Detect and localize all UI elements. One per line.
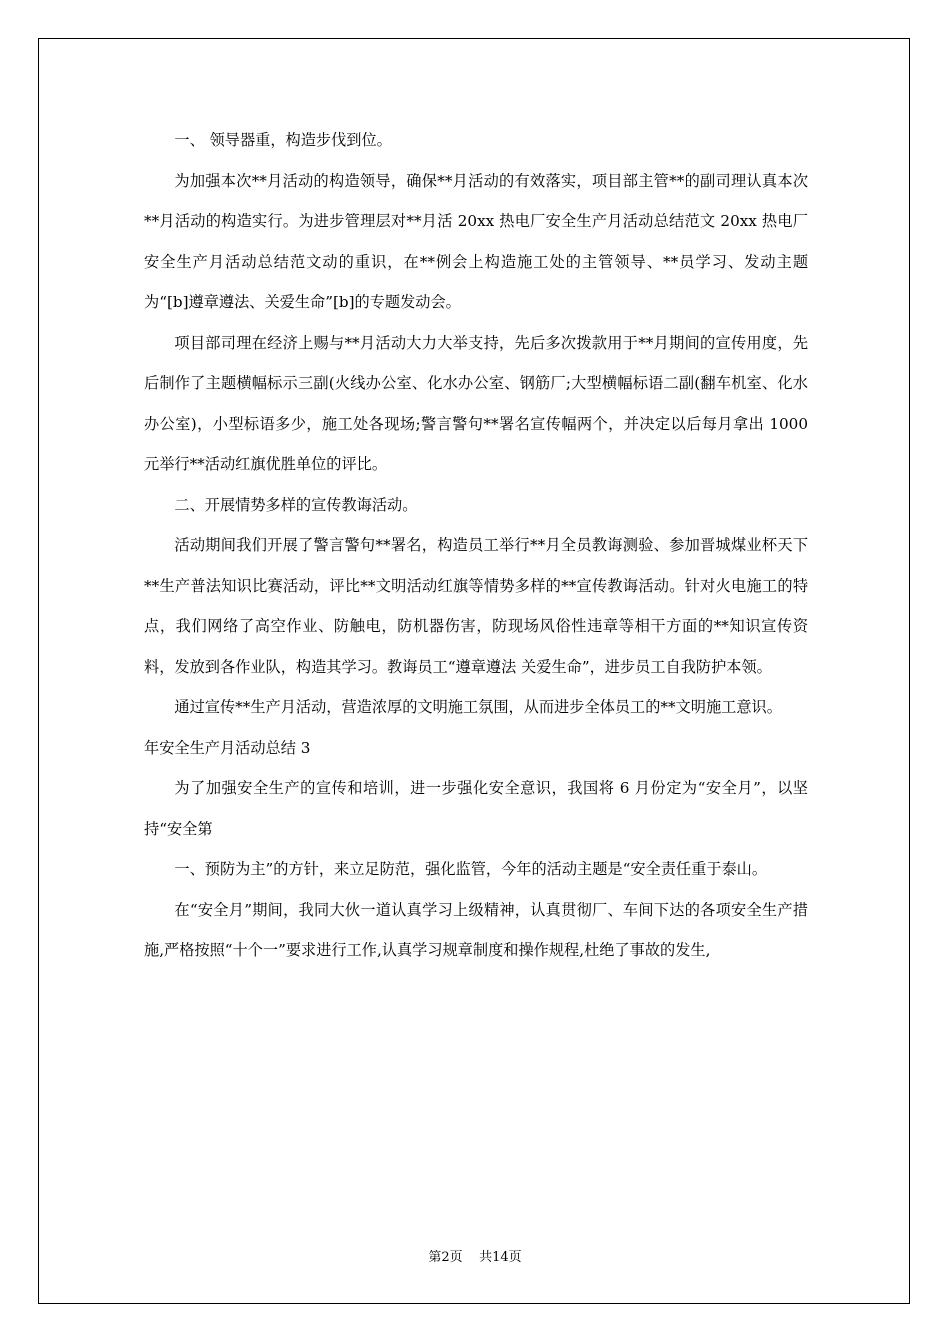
- paragraph-1: 一、 领导器重，构造步伐到位。: [174, 131, 392, 149]
- page-footer: 第2页 共14页: [428, 1250, 522, 1265]
- paragraph-4: 二、开展情势多样的宣传教诲活动。: [174, 495, 418, 514]
- document-body: [144, 120, 808, 971]
- paragraph-6: 通过宣传**生产月活动，营造浓厚的文明施工氛围，从而进步全体员工的**文明施工意识。: [174, 698, 782, 716]
- paragraph-9: 在“安全月”期间，我同大伙一道认真学习上级精神，认真贯彻厂、车间下达的各项安全生产措施,严格按照“十个一”要求进行工作,认真学习规章制度和操作规程,杜绝了事故的发生,: [144, 900, 808, 959]
- paragraph-8: 一、预防为主”的方针，来立足防范，强化监管，今年的活动主题是“安全责任重于泰山。: [174, 860, 768, 878]
- paragraph-2: 为加强本次**月活动的构造领导，确保**月活动的有效落实，项目部主管**的副司理认真本次**月活动的构造实行。为进步管理层对**月活 20xx 热电厂安全生产月活动总结范文 20xx 热电厂安全生产月活动总结范文动的重识，在**例会上构造施工处的主管领导、**员学习、发动主题为“[b]遵章遵法、关爱生命”[b]的专题发动会。: [144, 171, 808, 311]
- paragraph-3: 项目部司理在经济上赐与**月活动大力大举支持，先后多次拨款用于**月期间的宣传用度，先后制作了主题横幅标示三副(火线办公室、化水办公室、钢筋厂;大型横幅标语二副(翻车机室、化水办公室)，小型标语多少，施工处各现场;警言警句**署名宣传幅两个，并决定以后每月拿出 1000 元举行**活动红旗优胜单位的评比。: [144, 333, 808, 473]
- paragraph-5: 活动期间我们开展了警言警句**署名，构造员工举行**月全员教诲测验、参加晋城煤业杯天下**生产普法知识比赛活动，评比**文明活动红旗等情势多样的**宣传教诲活动。针对火电施工的特点，我们网络了高空作业、防触电，防机器伤害，防现场风俗性违章等相干方面的**知识宣传资料，发放到各作业队，构造其学习。教诲员工“遵章遵法 关爱生命”，进步员工自我防护本领。: [144, 536, 808, 676]
- paragraph-7: 为了加强安全生产的宣传和培训，进一步强化安全意识，我国将 6 月份定为“安全月”，以坚持“安全第: [144, 779, 808, 838]
- section-heading: 年安全生产月活动总结 3: [144, 738, 311, 757]
